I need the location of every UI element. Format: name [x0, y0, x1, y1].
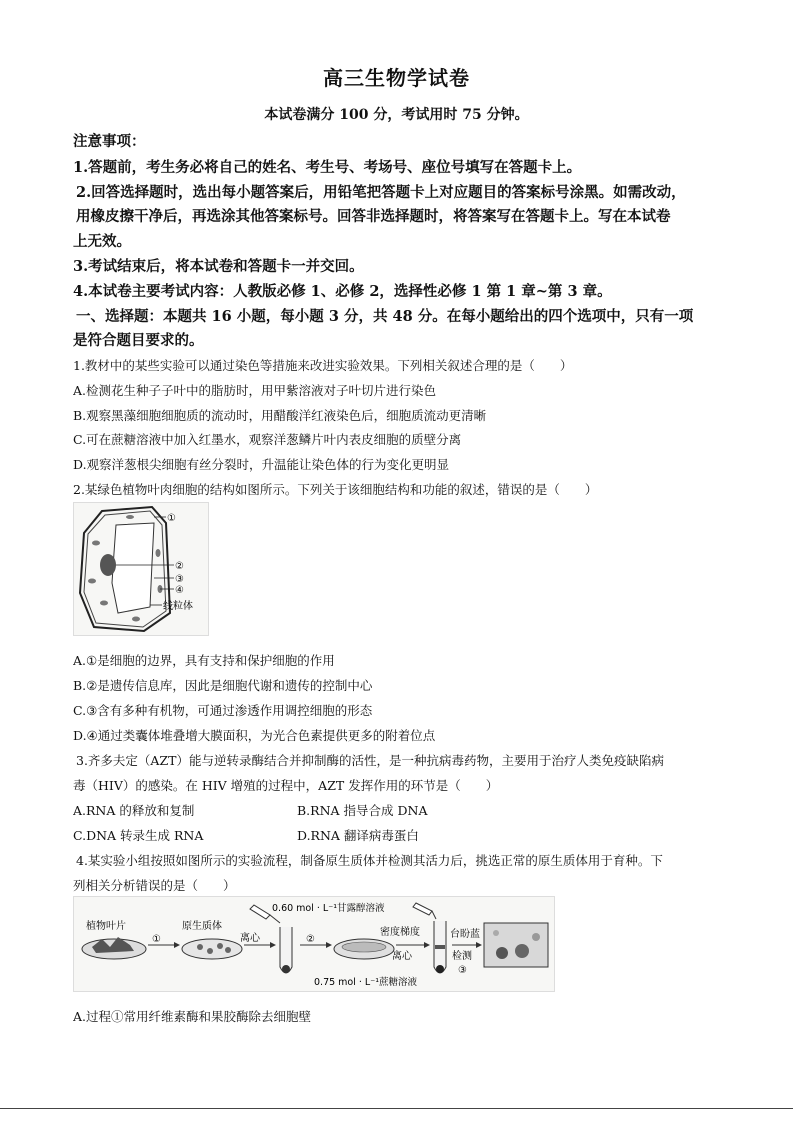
- q3-stem-cont: 毒（HIV）的感染。在 HIV 增殖的过程中，AZT 发挥作用的环节是（ ）: [73, 778, 499, 793]
- page-bottom-rule: [0, 1108, 793, 1109]
- q3-option-c: C.DNA 转录生成 RNA: [73, 828, 204, 843]
- note-line: 2.回答选择题时，选出每小题答案后，用铅笔把答题卡上对应题目的答案标号涂黑。如需改动，: [76, 184, 686, 201]
- q1-option-b: B.观察黑藻细胞细胞质的流动时，用醋酸洋红液染色后，细胞质流动更清晰: [73, 408, 487, 423]
- stained-cell: [496, 947, 508, 959]
- q1-stem: 1.教材中的某些实验可以通过染色等措施来改进实验效果。下列相关叙述合理的是（ ）: [73, 358, 573, 373]
- q3-option-d: D.RNA 翻译病毒蛋白: [297, 828, 419, 843]
- q3-stem: 3.齐多夫定（AZT）能与逆转录酶结合并抑制酶的活性，是一种抗病毒药物，主要用于治疗人类免疫缺陷病: [76, 753, 664, 768]
- label-3: ③: [175, 574, 184, 585]
- q3-option-a: A.RNA 的释放和复制: [73, 803, 195, 818]
- label-centrifuge2: 离心: [392, 951, 412, 962]
- chloroplast: [126, 515, 134, 519]
- chloroplast: [132, 617, 140, 622]
- stained-cell: [493, 930, 499, 936]
- chloroplast: [156, 549, 161, 557]
- q2-option-a: A.①是细胞的边界，具有支持和保护细胞的作用: [73, 653, 335, 668]
- note-line: 1.答题前，考生务必将自己的姓名、考生号、考场号、座位号填写在答题卡上。: [73, 159, 582, 176]
- label-step2: ②: [306, 934, 315, 945]
- chloroplast: [88, 579, 96, 584]
- plant-cell-figure: [73, 502, 209, 636]
- note-line: 用橡皮擦干净后，再选涂其他答案标号。回答非选择题时，将答案写在答题卡上。写在本试卷: [76, 208, 671, 225]
- label-protoplast: 原生质体: [182, 921, 222, 932]
- q2-option-c: C.③含有多种有机物，可通过渗透作用调控细胞的形态: [73, 703, 373, 718]
- q3-option-b: B.RNA 指导合成 DNA: [297, 803, 428, 818]
- q2-stem: 2.某绿色植物叶肉细胞的结构如图所示。下列关于该细胞结构和功能的叙述，错误的是（ ）: [73, 482, 598, 497]
- plant-cell-diagram: [74, 503, 208, 635]
- label-1: ①: [167, 513, 176, 524]
- q1-option-a: A.检测花生种子子叶中的脂肪时，用甲紫溶液对子叶切片进行染色: [73, 383, 437, 398]
- protoplast-flow-figure: [73, 896, 555, 992]
- chloroplast: [92, 541, 100, 546]
- label-centrifuge: 离心: [240, 933, 260, 944]
- q2-option-d: D.④通过类囊体堆叠增大膜面积，为光合色素提供更多的附着位点: [73, 728, 436, 743]
- label-detect: 检测: [452, 951, 472, 962]
- label-trypan: 台盼蓝: [450, 929, 480, 940]
- section-heading-cont: 是符合题目要求的。: [73, 332, 204, 349]
- label-step1: ①: [152, 934, 161, 945]
- q1-option-c: C.可在蔗糖溶液中加入红墨水，观察洋葱鳞片叶内表皮细胞的质壁分离: [73, 432, 462, 447]
- label-2: ②: [175, 561, 184, 572]
- note-line: 上无效。: [73, 233, 131, 250]
- q2-option-b: B.②是遗传信息库，因此是细胞代谢和遗传的控制中心: [73, 678, 373, 693]
- stained-cell: [532, 933, 540, 941]
- micrograph: [484, 923, 548, 967]
- label-leaf: 植物叶片: [86, 921, 126, 932]
- label-sucrose: 0.75 mol · L⁻¹蔗糖溶液: [314, 977, 418, 988]
- q1-option-d: D.观察洋葱根尖细胞有丝分裂时，升温能让染色体的行为变化更明显: [73, 457, 450, 472]
- label-4: ④: [175, 585, 184, 596]
- protoplast-flow-diagram: [74, 897, 554, 991]
- label-gradient: 密度梯度: [380, 927, 420, 938]
- label-mitochondria: 线粒体: [163, 601, 193, 612]
- vacuole: [112, 523, 154, 613]
- nucleus: [100, 554, 116, 576]
- chloroplast: [100, 601, 108, 606]
- note-line: 3.考试结束后，将本试卷和答题卡一并交回。: [73, 258, 364, 275]
- label-step3: ③: [458, 965, 467, 976]
- q4-stem-cont: 列相关分析错误的是（ ）: [73, 878, 236, 893]
- stained-cell: [515, 944, 529, 958]
- note-line: 4.本试卷主要考试内容：人教版必修 1、必修 2，选择性必修 1 第 1 章~第 3 章。: [73, 283, 612, 300]
- exam-subtitle: 本试卷满分 100 分，考试用时 75 分钟。: [264, 107, 529, 123]
- exam-title: 高三生物学试卷: [323, 66, 470, 90]
- q4-option-a: A.过程①常用纤维素酶和果胶酶除去细胞壁: [73, 1009, 312, 1024]
- section-heading: 一、选择题：本题共 16 小题，每小题 3 分，共 48 分。在每小题给出的四个选项中，只有一项: [76, 308, 694, 325]
- q4-stem: 4.某实验小组按照如图所示的实验流程，制备原生质体并检测其活力后，挑选正常的原生质体用于育种。下: [76, 853, 663, 868]
- notes-heading: 注意事项：: [73, 133, 146, 150]
- label-mannitol: 0.60 mol · L⁻¹甘露醇溶液: [272, 903, 385, 914]
